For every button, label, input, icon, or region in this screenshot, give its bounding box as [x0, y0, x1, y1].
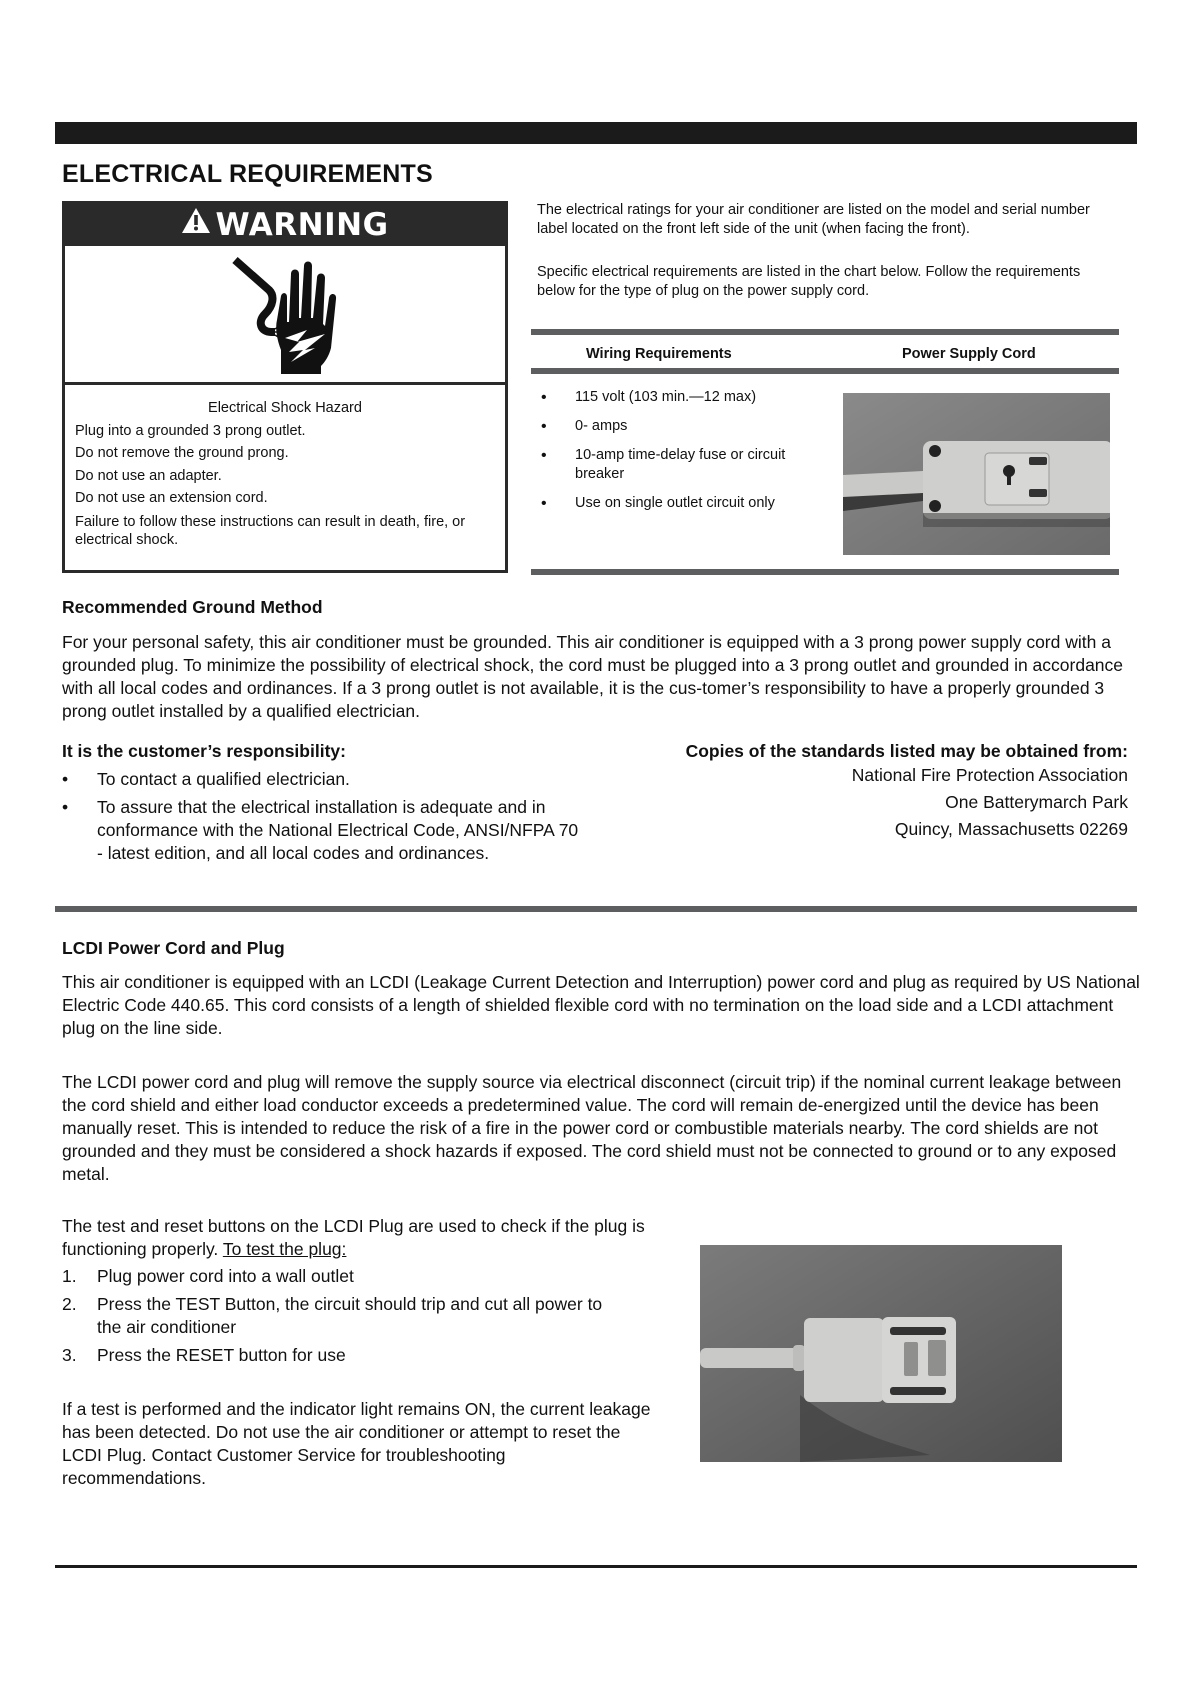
page-title: ELECTRICAL REQUIREMENTS: [62, 160, 433, 188]
responsibility-item: [62, 768, 582, 791]
warning-label: WARNING: [215, 207, 389, 243]
address-line: Quincy, Massachusetts 02269: [894, 819, 1128, 839]
electric-shock-hand-icon: [65, 246, 505, 382]
wiring-item: • Use on single outlet circuit only: [537, 494, 797, 513]
step-text: Press the RESET button for use: [97, 1345, 346, 1365]
step-number: 2.: [62, 1294, 77, 1314]
wiring-item: • 10-amp time-delay fuse or circuit breaker: [537, 446, 797, 484]
header-bar: [55, 122, 1137, 144]
test-intro-text: The test and reset buttons on the LCDI Plug are used to check if the plug is functioning properly.: [62, 1216, 645, 1259]
warning-text: [75, 397, 495, 549]
test-step: [62, 1344, 622, 1367]
ground-method-heading: Recommended Ground Method: [62, 597, 323, 617]
responsibility-item: [62, 796, 582, 865]
warning-box: [62, 201, 508, 573]
bullet-icon: •: [62, 797, 69, 817]
standards-address: [852, 762, 1128, 843]
lcdi-test-intro: [62, 1215, 652, 1261]
address-line: National Fire Protection Association: [851, 765, 1128, 785]
wiring-item: • 115 volt (103 min.—12 max): [537, 388, 797, 407]
test-step: [62, 1265, 622, 1288]
lcdi-test-steps: [62, 1265, 622, 1372]
section-divider: [55, 906, 1137, 912]
warning-line: Do not use an extension cord.: [75, 490, 268, 506]
hazard-title: Electrical Shock Hazard: [208, 400, 362, 416]
address-line: One Batterymarch Park: [945, 792, 1128, 812]
test-plug-link: To test the plug:: [222, 1239, 347, 1259]
intro-ratings: The electrical ratings for your air conditioner are listed on the model and serial number label located on the front left side of the unit (when facing the front).: [537, 202, 1090, 237]
warning-consequence: Failure to follow these instructions can result in death, fire, or electrical shock.: [75, 513, 466, 548]
warning-line: Do not use an adapter.: [75, 467, 222, 484]
test-step: [62, 1293, 622, 1339]
lcdi-heading: LCDI Power Cord and Plug: [62, 938, 285, 958]
step-number: 1.: [62, 1266, 77, 1286]
col-header-cord: Power Supply Cord: [902, 346, 1036, 362]
wiring-list: [537, 388, 797, 523]
intro-requirements: Specific electrical requirements are listed in the chart below. Follow the requirements below for the type of plug on the power supply cord.: [537, 264, 1081, 299]
lcdi-intro: This air conditioner is equipped with an LCDI (Leakage Current Detection and Interruption) power cord and plug as required by US National Electric Code 440.65. This cord consists of a length of shielded flexible cord with no termination on the load side and a LCDI attachment plug on the line side.: [62, 972, 1140, 1038]
lcdi-operation: The LCDI power cord and plug will remove the supply source via electrical disconnect (circuit trip) if the nominal current leakage between the cord shield and either load conductor exceeds a predetermined value. The cord will remain de-energized until the device has been manually reset. This is intended to reduce the risk of a fire in the power cord or combustible materials nearby. The cord shields are not grounded and they must be considered a shock hazards if exposed. The cord shield must not be connected to ground or to any exposed metal.: [62, 1072, 1122, 1184]
bullet-icon: •: [62, 769, 69, 789]
responsibility-text: To contact a qualified electrician.: [97, 769, 350, 789]
lcdi-indicator-note: If a test is performed and the indicator light remains ON, the current leakage has been detected. Do not use the air conditioner or attempt to reset the LCDI Plug. Contact Customer Service for troubleshooting recommendations.: [62, 1399, 651, 1488]
standards-heading: Copies of the standards listed may be obtained from:: [685, 741, 1128, 761]
lcdi-plug-photo: [700, 1245, 1062, 1462]
wiring-item: • 0- amps: [537, 417, 797, 436]
warning-divider: [65, 382, 505, 385]
ground-method-body: For your personal safety, this air conditioner must be grounded. This air conditioner is equipped with a 3 prong power supply cord with a grounded plug. To minimize the possibility of electrical shock, the cord must be plugged into a 3 prong outlet and grounded in accordance with all local codes and ordinances. If a 3 prong outlet is not available, it is the cus-tomer’s responsibility to have a properly grounded 3 prong outlet installed by a qualified electrician.: [62, 632, 1124, 721]
warning-header: [65, 204, 505, 246]
step-text: Press the TEST Button, the circuit should trip and cut all power to the air conditioner: [97, 1294, 603, 1337]
3-prong-plug-photo: [843, 393, 1110, 555]
table-header-rule: [531, 368, 1119, 374]
table-bottom-rule: [531, 569, 1119, 575]
col-header-wiring: Wiring Requirements: [586, 346, 732, 362]
responsibility-heading: It is the customer’s responsibility:: [62, 741, 346, 761]
warning-triangle-icon: [181, 203, 211, 245]
step-number: 3.: [62, 1345, 77, 1365]
responsibility-text: To assure that the electrical installation is adequate and in conformance with the National Electrical Code, ANSI/NFPA 70 - latest edition, and all local codes and ordinances.: [97, 797, 579, 863]
responsibility-list: [62, 768, 582, 870]
step-text: Plug power cord into a wall outlet: [97, 1266, 354, 1286]
warning-line: Do not remove the ground prong.: [75, 445, 289, 461]
warning-line: Plug into a grounded 3 prong outlet.: [75, 422, 306, 439]
footer-line: [55, 1565, 1137, 1568]
table-top-rule: [531, 329, 1119, 335]
